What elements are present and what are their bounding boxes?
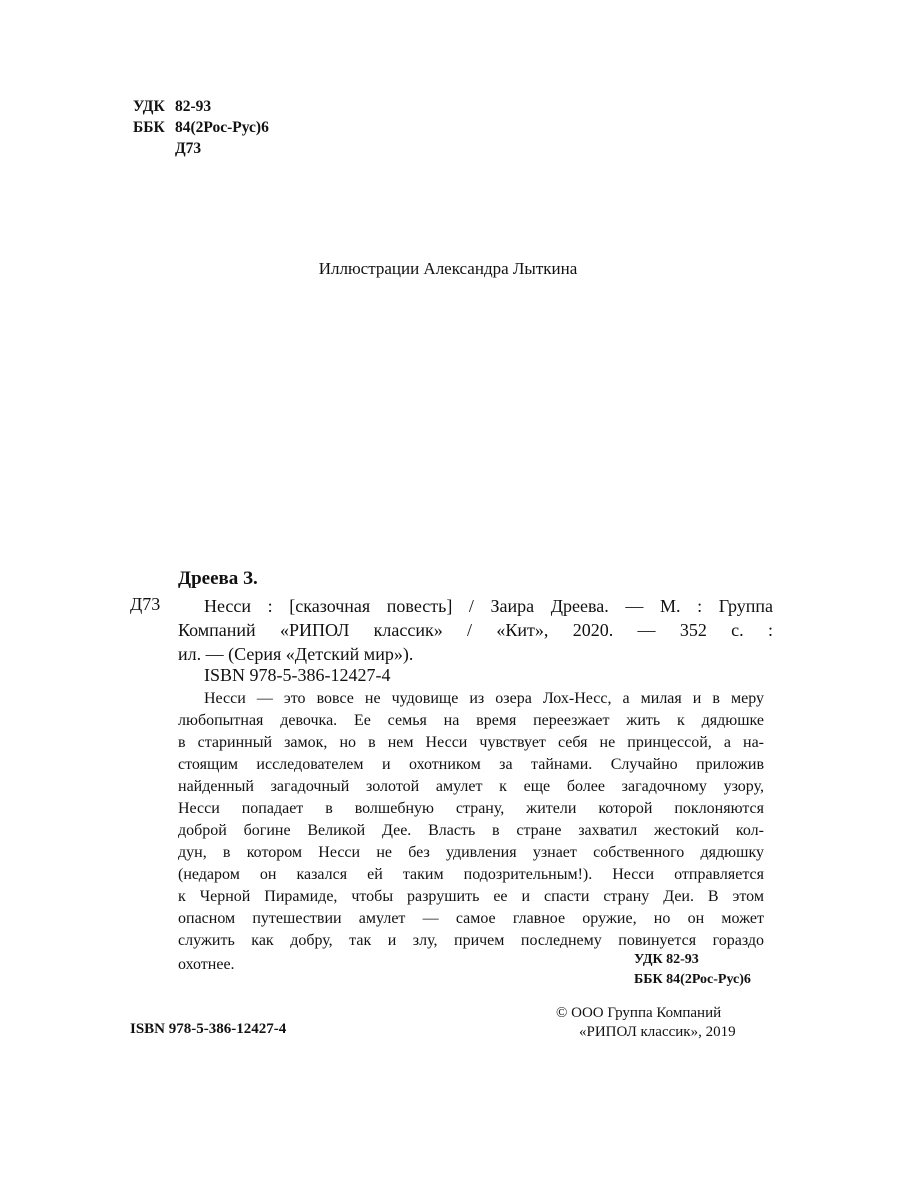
bib-line: Несси : [сказочная повесть] / Заира Дреева. — М. : Группа — [204, 596, 773, 616]
author-mark: Д73 — [130, 594, 161, 614]
footer-udk: УДК 82-93 — [634, 952, 699, 967]
annotation-line: опасном путешествии амулет — самое главное оружие, но он может — [178, 910, 764, 927]
annotation-line: к Черной Пирамиде, чтобы разрушить ее и спасти страну Деи. В этом — [178, 888, 764, 905]
annotation-line: дун, в котором Несси не без удивления узнает собственного дядюшку — [178, 844, 764, 861]
annotation-line: найденный загадочный золотой амулет к еще более загадочному узору, — [178, 778, 764, 795]
isbn-bottom: ISBN 978-5-386-12427-4 — [130, 1021, 287, 1037]
annotation-line: стоящим исследователем и охотником за тайнами. Случайно приложив — [178, 756, 764, 773]
annotation-line: Несси попадает в волшебную страну, жители которой поклоняются — [178, 800, 764, 817]
footer-codes — [634, 950, 751, 990]
bib-line: Компаний «РИПОЛ классик» / «Кит», 2020. — 352 с. : — [178, 620, 773, 640]
bib-line: ил. — (Серия «Детский мир»). — [178, 644, 414, 664]
annotation-line: в старинный замок, но в нем Несси чувствует себя не принцессой, а на- — [178, 734, 764, 751]
isbn-record: ISBN 978-5-386-12427-4 — [204, 665, 391, 685]
annotation — [178, 688, 764, 976]
bbk-label: ББК — [133, 119, 165, 136]
annotation-line: (недаром он казался ей таким подозрительным!). Несси отправляется — [178, 866, 764, 883]
udk-value: 82-93 — [175, 98, 212, 115]
annotation-line: любопытная девочка. Ее семья на время переезжает жить к дядюшке — [178, 712, 764, 729]
author-mark-top: Д73 — [175, 140, 202, 157]
footer-bbk: ББК 84(2Рос-Рус)6 — [634, 972, 751, 987]
udk-row — [133, 96, 269, 117]
udk-label: УДК — [133, 98, 165, 115]
author-heading: Дреева З. — [178, 568, 258, 589]
bibliographic-record — [178, 594, 773, 666]
illustrator-credit: Иллюстрации Александра Лыткина — [318, 259, 578, 278]
annotation-line: служить как добру, так и злу, причем последнему повинуется гораздо — [178, 932, 764, 949]
copyright-line-1: © ООО Группа Компаний — [556, 1005, 722, 1021]
classification-block — [133, 96, 269, 159]
annotation-line: охотнее. — [178, 956, 235, 973]
copyright-notice — [556, 1004, 736, 1042]
bbk-value: 84(2Рос-Рус)6 — [175, 119, 269, 136]
annotation-line: Несси — это вовсе не чудовище из озера Лох-Несс, а милая и в меру — [204, 690, 764, 707]
copyright-line-2: «РИПОЛ классик», 2019 — [579, 1024, 736, 1040]
annotation-line: доброй богине Великой Дее. Власть в стране захватил жестокий кол- — [178, 822, 764, 839]
bbk-row — [133, 117, 269, 138]
